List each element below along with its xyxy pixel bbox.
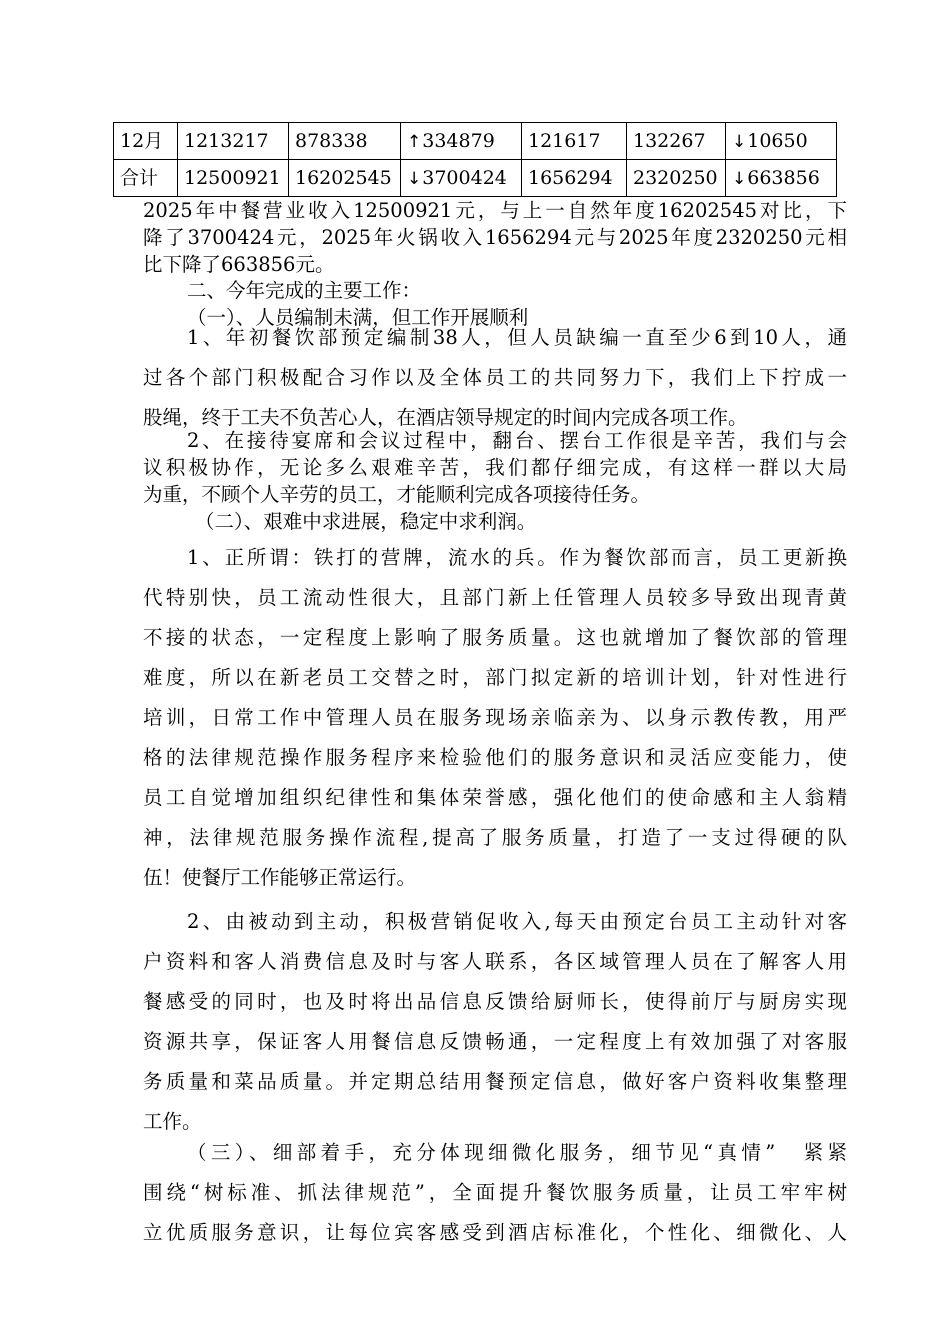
text-line: 2、在接待宴席和会议过程中，翻台、摆台工作很是辛苦，我们与会 [187, 429, 847, 452]
table-row [114, 160, 837, 197]
down-arrow-icon: ↓ [732, 168, 747, 189]
text-line: 神，法律规范服务操作流程,提高了服务质量，打造了一支过得硬的队 [143, 826, 847, 849]
table-cell-change [726, 160, 837, 197]
summary-paragraph [143, 197, 847, 278]
table-cell-change [401, 160, 522, 197]
text-line: 不接的状态，一定程度上影响了服务质量。这也就增加了餐饮部的管理 [143, 626, 847, 649]
table-cell: 12500921 [178, 160, 289, 197]
text-line: 议积极协作，无论多么艰难辛苦，我们都仔细完成，有这样一群以大局 [143, 456, 847, 479]
text-line: 务质量和菜品质量。并定期总结用餐预定信息，做好客户资料收集整理 [143, 1070, 847, 1093]
down-arrow-icon: ↓ [732, 131, 747, 152]
revenue-table [113, 122, 837, 197]
table-cell: 16202545 [289, 160, 401, 197]
table-cell-change [726, 123, 837, 160]
text-line: 股绳，终于工夫不负苦心人，在酒店领导规定的时间内完成各项工作。 [143, 406, 748, 429]
down-arrow-icon: ↓ [407, 168, 422, 189]
table-cell: 121617 [522, 123, 627, 160]
table-cell: 2320250 [627, 160, 726, 197]
paragraph-1 [143, 318, 847, 438]
text-line: 为重，不顾个人辛劳的员工，才能顺利完成各项接待任务。 [143, 483, 651, 506]
text-line: 餐感受的同时，也及时将出品信息反馈给厨师长，使得前厅与厨房实现 [143, 990, 847, 1013]
change-value: 10650 [747, 129, 808, 152]
row-label: 合计 [114, 160, 178, 197]
change-value: 3700424 [422, 166, 507, 189]
text-line: 难度，所以在新老员工交替之时，部门拟定新的培训计划，针对性进行 [143, 666, 847, 689]
text-line: 2、由被动到主动，积极营销促收入,每天由预定台员工主动针对客 [187, 910, 847, 933]
text-line: 资源共享，保证客人用餐信息反馈畅通，一定程度上有效加强了对客服 [143, 1030, 847, 1053]
text-line: 格的法律规范操作服务程序来检验他们的服务意识和灵活应变能力，使 [143, 746, 847, 769]
table-cell: 1656294 [522, 160, 627, 197]
table-row [114, 123, 837, 160]
text-line: 伍！使餐厅工作能够正常运行。 [143, 866, 417, 889]
row-label: 12月 [114, 123, 178, 160]
text-line: 工作。 [143, 1110, 202, 1133]
text-line: 代特别快，员工流动性很大，且部门新上任管理人员较多导致出现青黄 [143, 586, 847, 609]
paragraph-2 [143, 427, 847, 535]
change-value: 334879 [422, 129, 495, 152]
text-line: 户资料和客人消费信息及时与客人联系，各区域管理人员在了解客人用 [143, 950, 847, 973]
up-arrow-icon: ↑ [407, 131, 422, 152]
table-cell: 1213217 [178, 123, 289, 160]
text-line: 围绕“树标准、抓法律规范”，全面提升餐饮服务质量，让员工牢牢树 [143, 1181, 847, 1204]
text-line: 1、正所谓：铁打的营牌，流水的兵。作为餐饮部而言，员工更新换 [187, 546, 847, 569]
text-line: 过各个部门积极配合习作以及全体员工的共同努力下，我们上下拧成一 [143, 366, 847, 389]
text-line: （三）、细部着手，充分体现细微化服务，细节见“真情” 紧紧 [187, 1141, 847, 1164]
table-cell-change [401, 123, 522, 160]
paragraph-3 [143, 538, 847, 898]
text-line: 1、年初餐饮部预定编制38人，但人员缺编一直至少6到10人，通 [187, 326, 847, 349]
text-line: 立优质服务意识，让每位宾客感受到酒店标准化，个性化、细微化、人 [143, 1221, 847, 1244]
text-line: 比下降了663856元。 [143, 253, 335, 276]
change-value: 663856 [747, 166, 820, 189]
subsection-title: （一）、人员编制未满，但工作开展顺利 [187, 306, 529, 329]
section-title: 二、今年完成的主要工作： [187, 279, 422, 302]
table-cell: 878338 [289, 123, 401, 160]
text-line: 培训，日常工作中管理人员在服务现场亲临亲为、以身示教传教，用严 [143, 706, 847, 729]
table-cell: 132267 [627, 123, 726, 160]
paragraph-5 [143, 1133, 847, 1253]
subsection-title: （二）、艰难中求进展，稳定中求利润。 [195, 510, 537, 533]
text-line: 降了3700424元，2025年火锅收入1656294元与2025年度2320250元相 [143, 226, 847, 249]
text-line: 2025年中餐营业收入12500921元，与上一自然年度16202545对比，下 [143, 199, 847, 222]
text-line: 员工自觉增加组织纪律性和集体荣誉感，强化他们的使命感和主人翁精 [143, 786, 847, 809]
paragraph-4 [143, 902, 847, 1142]
